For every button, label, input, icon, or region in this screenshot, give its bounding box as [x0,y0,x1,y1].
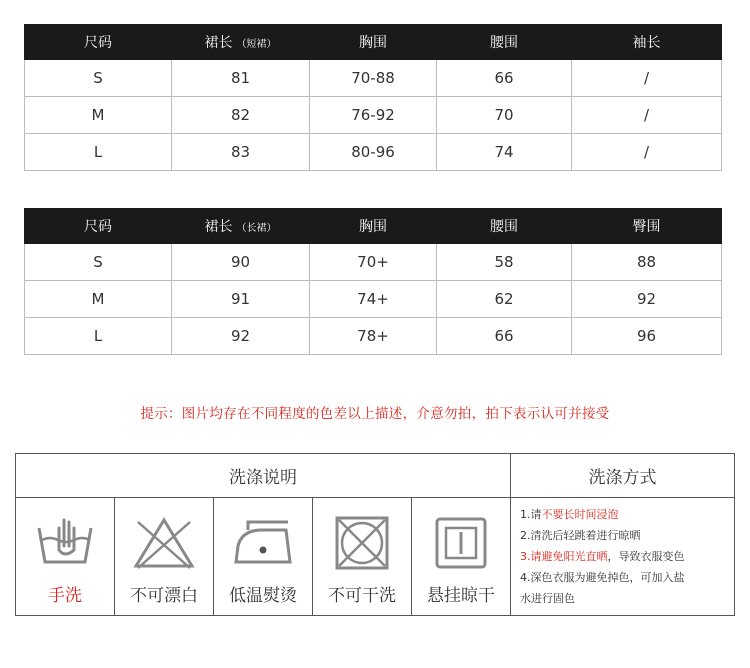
table-cell: 83 [172,134,310,171]
washing-instructions [15,453,735,616]
care-label: 不可干洗 [328,586,396,606]
table-header-row [25,209,722,244]
table-cell: / [572,97,722,134]
table-cell: 66 [437,60,572,97]
table-cell: 74+ [310,281,437,318]
method-3-warning: 3.请避免阳光直晒 [520,550,608,563]
table-cell: 80-96 [310,134,437,171]
care-label: 不可漂白 [130,586,198,606]
table-cell: 62 [437,281,572,318]
method-1-prefix: 1.请 [520,508,542,521]
header-size: 尺码 [25,209,172,244]
table-cell: 96 [572,318,722,355]
care-item-hand-wash [16,498,115,615]
washing-method-title: 洗涤方式 [511,454,734,498]
table-row [25,318,722,355]
header-waist: 腰围 [437,209,572,244]
washing-methods-list [511,498,734,615]
table-cell: S [25,60,172,97]
washing-instructions-title: 洗涤说明 [16,454,511,498]
header-length-note: （短裙） [236,39,277,50]
hang-dry-icon [432,514,490,572]
care-item-no-dry-clean [313,498,412,615]
care-label: 低温熨烫 [229,586,297,606]
no-bleach-icon [130,514,198,572]
table-cell: 70-88 [310,60,437,97]
method-3 [520,546,734,567]
table-cell: 70 [437,97,572,134]
table-cell: 78+ [310,318,437,355]
header-size: 尺码 [25,25,172,60]
long-skirt-size-table [24,208,722,355]
table-cell: 58 [437,244,572,281]
header-bust: 胸围 [310,25,437,60]
table-cell: / [572,134,722,171]
header-waist: 腰围 [437,25,572,60]
hand-wash-icon [33,514,97,572]
table-cell: 81 [172,60,310,97]
low-iron-icon [230,514,296,572]
table-row [25,281,722,318]
table-cell: 74 [437,134,572,171]
table-row [25,97,722,134]
method-2: 2.清洗后轻跳着进行晾晒 [520,529,641,542]
care-item-no-bleach [115,498,214,615]
table-cell: 76-92 [310,97,437,134]
method-1 [520,504,734,525]
table-cell: 70+ [310,244,437,281]
table-cell: L [25,318,172,355]
table-row [25,60,722,97]
table-row [25,244,722,281]
table-cell: M [25,97,172,134]
color-difference-tip: 提示：图片均存在不同程度的色差以上描述，介意勿拍，拍下表示认可并接受 [140,406,610,422]
table-cell: L [25,134,172,171]
method-1-warning: 不要长时间浸泡 [541,508,619,521]
table-cell: 90 [172,244,310,281]
no-dry-clean-icon [333,514,391,572]
table-cell: 91 [172,281,310,318]
table-cell: 92 [572,281,722,318]
care-label: 悬挂晾干 [427,586,495,606]
care-label: 手洗 [48,586,82,606]
method-4-line-1: 4.深色衣服为避免掉色，可加入盐 [520,571,685,584]
table-cell: 82 [172,97,310,134]
header-length [172,209,310,244]
table-header-row [25,25,722,60]
table-cell: 92 [172,318,310,355]
care-item-hang-dry [412,498,511,615]
care-item-low-iron [214,498,313,615]
header-length-note: （长裙） [236,223,277,234]
header-length-label: 裙长 [204,219,233,235]
header-hip: 臀围 [572,209,722,244]
short-skirt-size-table [24,24,722,171]
table-cell: / [572,60,722,97]
table-cell: M [25,281,172,318]
header-bust: 胸围 [310,209,437,244]
table-cell: 88 [572,244,722,281]
header-sleeve: 袖长 [572,25,722,60]
header-length-label: 裙长 [204,35,233,51]
table-cell: S [25,244,172,281]
table-row [25,134,722,171]
header-length [172,25,310,60]
method-3-rest: ，导致衣服变色 [607,550,685,563]
table-cell: 66 [437,318,572,355]
method-4-line-2: 水进行固色 [520,592,575,605]
